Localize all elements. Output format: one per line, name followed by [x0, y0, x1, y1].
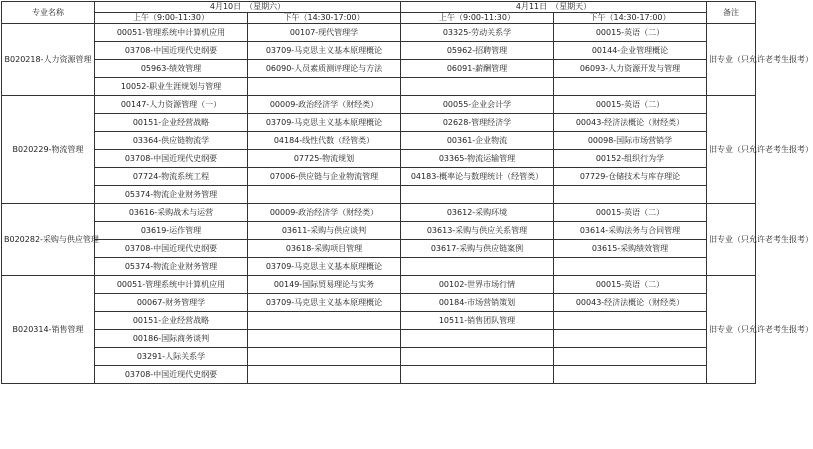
course-cell: 03709-马克思主义基本原理概论	[248, 258, 401, 276]
day1-header: 4月10日 （星期六）	[95, 2, 401, 13]
note-column-header: 备注	[707, 2, 756, 24]
course-cell: 00067-财务管理学	[95, 294, 248, 312]
note-cell: 旧专业（只允许老考生报考）	[707, 204, 756, 276]
course-cell: 00184-市场营销策划	[401, 294, 554, 312]
course-cell: 00186-国际商务谈判	[95, 330, 248, 348]
course-cell: 03364-供应链物流学	[95, 132, 248, 150]
schedule-body	[2, 24, 813, 384]
course-cell: 03709-马克思主义基本原理概论	[248, 294, 401, 312]
course-cell: 00107-现代管理学	[248, 24, 401, 42]
course-cell	[401, 330, 554, 348]
major-name-cell: B020282-采购与供应管理	[2, 204, 95, 276]
course-cell: 06091-薪酬管理	[401, 60, 554, 78]
table-row	[2, 348, 756, 366]
course-cell: 07725-物流规划	[248, 150, 401, 168]
course-cell: 07006-供应链与企业物流管理	[248, 168, 401, 186]
table-row	[2, 132, 756, 150]
table-row	[2, 276, 756, 294]
table-row	[2, 330, 756, 348]
course-cell: 00043-经济法概论（财经类）	[554, 294, 707, 312]
table-row	[2, 78, 756, 96]
course-cell: 00015-英语（二）	[554, 24, 707, 42]
header-row-dates	[2, 2, 756, 13]
course-cell	[248, 366, 401, 384]
course-cell: 03611-采购与供应谈判	[248, 222, 401, 240]
table-row	[2, 186, 756, 204]
day1-pm-header: 下午（14:30-17:00）	[248, 13, 401, 24]
course-cell: 00151-企业经营战略	[95, 312, 248, 330]
table-row	[2, 240, 756, 258]
course-cell: 03291-人际关系学	[95, 348, 248, 366]
course-cell: 00015-英语（二）	[554, 96, 707, 114]
course-cell	[554, 78, 707, 96]
course-cell: 03614-采购法务与合同管理	[554, 222, 707, 240]
course-cell: 03613-采购与供应关系管理	[401, 222, 554, 240]
course-cell: 04184-线性代数（经管类）	[248, 132, 401, 150]
course-cell: 00051-管理系统中计算机应用	[95, 276, 248, 294]
day1-am-header: 上午（9:00-11:30）	[95, 13, 248, 24]
day2-am-header: 上午（9:00-11:30）	[401, 13, 554, 24]
course-cell: 00098-国际市场营销学	[554, 132, 707, 150]
table-row	[2, 150, 756, 168]
course-cell: 00051-管理系统中计算机应用	[95, 24, 248, 42]
table-row	[2, 294, 756, 312]
table-row	[2, 312, 756, 330]
course-cell: 10511-销售团队管理	[401, 312, 554, 330]
course-cell: 05963-绩效管理	[95, 60, 248, 78]
major-name-cell: B020218-人力资源管理	[2, 24, 95, 96]
course-cell: 06093-人力资源开发与管理	[554, 60, 707, 78]
course-cell: 00151-企业经营战略	[95, 114, 248, 132]
table-row	[2, 60, 756, 78]
course-cell: 03325-劳动关系学	[401, 24, 554, 42]
exam-schedule-table	[1, 1, 813, 384]
course-cell	[248, 330, 401, 348]
course-cell: 03709-马克思主义基本原理概论	[248, 42, 401, 60]
course-cell	[401, 258, 554, 276]
course-cell	[248, 312, 401, 330]
note-cell: 旧专业（只允许老考生报考）	[707, 276, 756, 384]
course-cell: 00147-人力资源管理（一）	[95, 96, 248, 114]
major-name-cell: B020314-销售管理	[2, 276, 95, 384]
course-cell: 03617-采购与供应链案例	[401, 240, 554, 258]
course-cell	[554, 258, 707, 276]
course-cell	[401, 78, 554, 96]
course-cell	[554, 366, 707, 384]
course-cell	[554, 348, 707, 366]
course-cell: 03708-中国近现代史纲要	[95, 366, 248, 384]
course-cell: 05374-物流企业财务管理	[95, 258, 248, 276]
course-cell: 04183-概率论与数理统计（经管类）	[401, 168, 554, 186]
table-row	[2, 258, 756, 276]
course-cell: 02628-管理经济学	[401, 114, 554, 132]
course-cell: 00009-政治经济学（财经类）	[248, 96, 401, 114]
course-cell: 03616-采购战术与运营	[95, 204, 248, 222]
course-cell: 03708-中国近现代史纲要	[95, 150, 248, 168]
course-cell: 03615-采购绩效管理	[554, 240, 707, 258]
course-cell: 03619-运作管理	[95, 222, 248, 240]
course-cell	[248, 348, 401, 366]
course-cell: 05374-物流企业财务管理	[95, 186, 248, 204]
course-cell: 03618-采购项目管理	[248, 240, 401, 258]
course-cell: 00102-世界市场行情	[401, 276, 554, 294]
course-cell	[554, 330, 707, 348]
course-cell: 10052-职业生涯规划与管理	[95, 78, 248, 96]
table-row	[2, 24, 756, 42]
course-cell: 05962-招聘管理	[401, 42, 554, 60]
course-cell: 07724-物流系统工程	[95, 168, 248, 186]
course-cell: 00009-政治经济学（财经类）	[248, 204, 401, 222]
course-cell: 00043-经济法概论（财经类）	[554, 114, 707, 132]
course-cell: 03709-马克思主义基本原理概论	[248, 114, 401, 132]
day2-header: 4月11日 （星期天）	[401, 2, 707, 13]
course-cell: 03708-中国近现代史纲要	[95, 42, 248, 60]
major-column-header: 专业名称	[2, 2, 95, 24]
course-cell	[554, 312, 707, 330]
course-cell	[401, 348, 554, 366]
table-row	[2, 222, 756, 240]
header-row-sessions	[2, 13, 756, 24]
course-cell: 03612-采购环境	[401, 204, 554, 222]
course-cell: 00015-英语（二）	[554, 204, 707, 222]
course-cell: 03365-物流运输管理	[401, 150, 554, 168]
day2-pm-header: 下午（14:30-17:00）	[554, 13, 707, 24]
course-cell: 00144-企业管理概论	[554, 42, 707, 60]
note-cell: 旧专业（只允许老考生报考）	[707, 96, 756, 204]
course-cell: 07729-仓储技术与库存理论	[554, 168, 707, 186]
course-cell: 06090-人员素质测评理论与方法	[248, 60, 401, 78]
course-cell	[248, 186, 401, 204]
table-row	[2, 366, 756, 384]
table-row	[2, 168, 756, 186]
table-row	[2, 96, 756, 114]
course-cell: 03708-中国近现代史纲要	[95, 240, 248, 258]
course-cell	[554, 186, 707, 204]
major-name-cell: B020229-物流管理	[2, 96, 95, 204]
course-cell	[401, 366, 554, 384]
course-cell: 00361-企业物流	[401, 132, 554, 150]
course-cell: 00055-企业会计学	[401, 96, 554, 114]
course-cell: 00015-英语（二）	[554, 276, 707, 294]
table-row	[2, 42, 756, 60]
course-cell	[401, 186, 554, 204]
table-row	[2, 204, 756, 222]
table-row	[2, 114, 756, 132]
course-cell: 00149-国际贸易理论与实务	[248, 276, 401, 294]
course-cell: 00152-组织行为学	[554, 150, 707, 168]
note-cell: 旧专业（只允许老考生报考）	[707, 24, 756, 96]
course-cell	[248, 78, 401, 96]
